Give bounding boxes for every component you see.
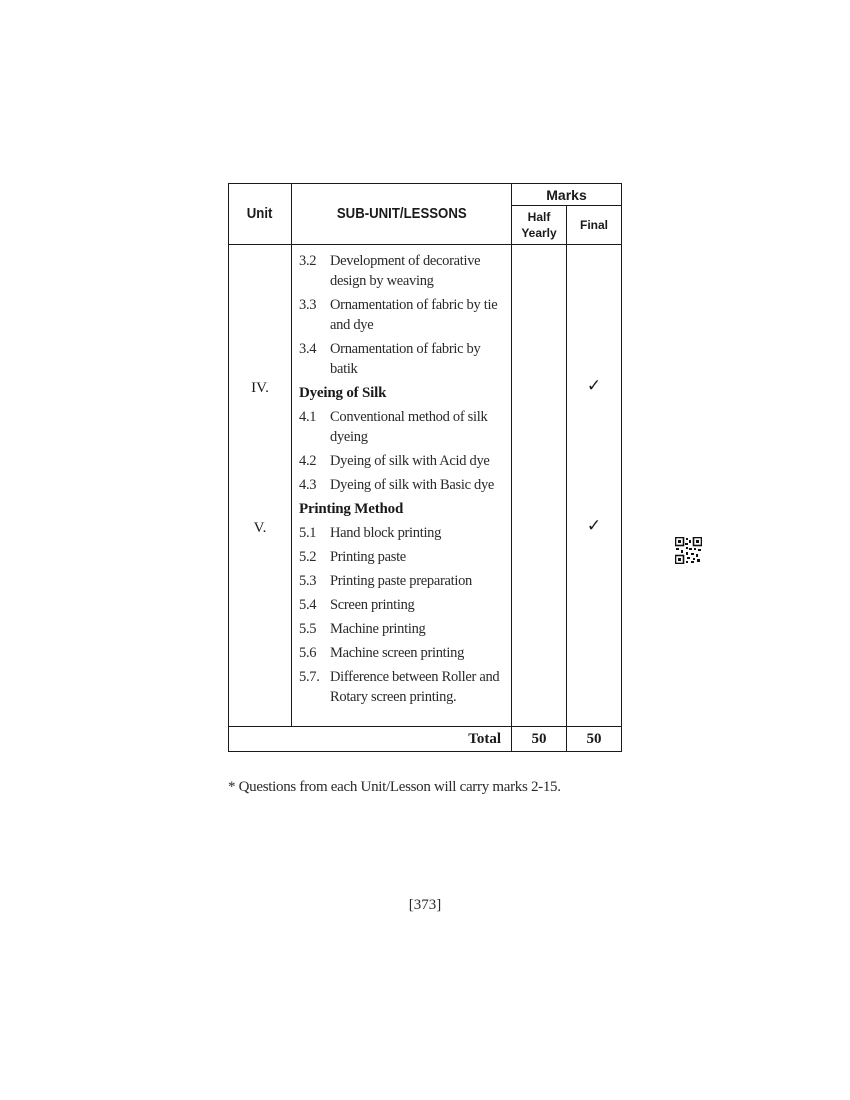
- unit-label-v: V.: [253, 520, 267, 536]
- syllabus-body-row: [229, 245, 622, 727]
- lesson-item: 5.5 Machine printing: [299, 621, 426, 637]
- total-half-yearly: 50: [512, 727, 567, 752]
- unit-heading: Printing Method: [299, 501, 404, 517]
- page-number: [373]: [408, 897, 442, 913]
- lesson-item: 5.2 Printing paste: [299, 549, 406, 565]
- final-column-header: Final: [567, 206, 622, 245]
- lesson-item: 3.4 Ornamentation of fabric by batik: [299, 341, 481, 377]
- half-yearly-column-header: Half Yearly: [512, 206, 567, 245]
- unit-column-header: Unit: [229, 184, 292, 245]
- lesson-item: 4.3 Dyeing of silk with Basic dye: [299, 477, 495, 493]
- sub-unit-column-header: SUB-UNIT/LESSONS: [292, 184, 512, 245]
- syllabus-marks-table: [228, 183, 622, 752]
- lesson-item: 3.2 Development of decorative design by weaving: [299, 253, 481, 289]
- total-final: 50: [567, 727, 622, 752]
- total-label: Total: [229, 727, 512, 752]
- checkmark-icon: ✓: [586, 516, 602, 535]
- lesson-item: 5.7. Difference between Roller and Rotary screen printing.: [299, 669, 500, 705]
- qr-code-icon: [675, 537, 702, 564]
- lesson-item: 5.3 Printing paste preparation: [299, 573, 472, 589]
- half-yearly-column: [512, 245, 567, 727]
- unit-column: [229, 245, 292, 727]
- lesson-item: 5.4 Screen printing: [299, 597, 415, 613]
- unit-label-iv: IV.: [251, 380, 269, 396]
- lessons-column: [292, 245, 512, 727]
- marks-column-header: Marks: [512, 184, 622, 206]
- final-column: [567, 245, 622, 727]
- unit-heading: Dyeing of Silk: [299, 385, 387, 401]
- lesson-item: 4.1 Conventional method of silk dyeing: [299, 409, 488, 445]
- footnote: * Questions from each Unit/Lesson will carry marks 2-15.: [228, 779, 561, 795]
- lesson-item: 5.1 Hand block printing: [299, 525, 442, 541]
- lesson-item: 3.3 Ornamentation of fabric by tie and dye: [299, 297, 498, 333]
- lesson-item: 5.6 Machine screen printing: [299, 645, 465, 661]
- lesson-item: 4.2 Dyeing of silk with Acid dye: [299, 453, 490, 469]
- checkmark-icon: ✓: [586, 376, 602, 395]
- total-row: [229, 727, 622, 752]
